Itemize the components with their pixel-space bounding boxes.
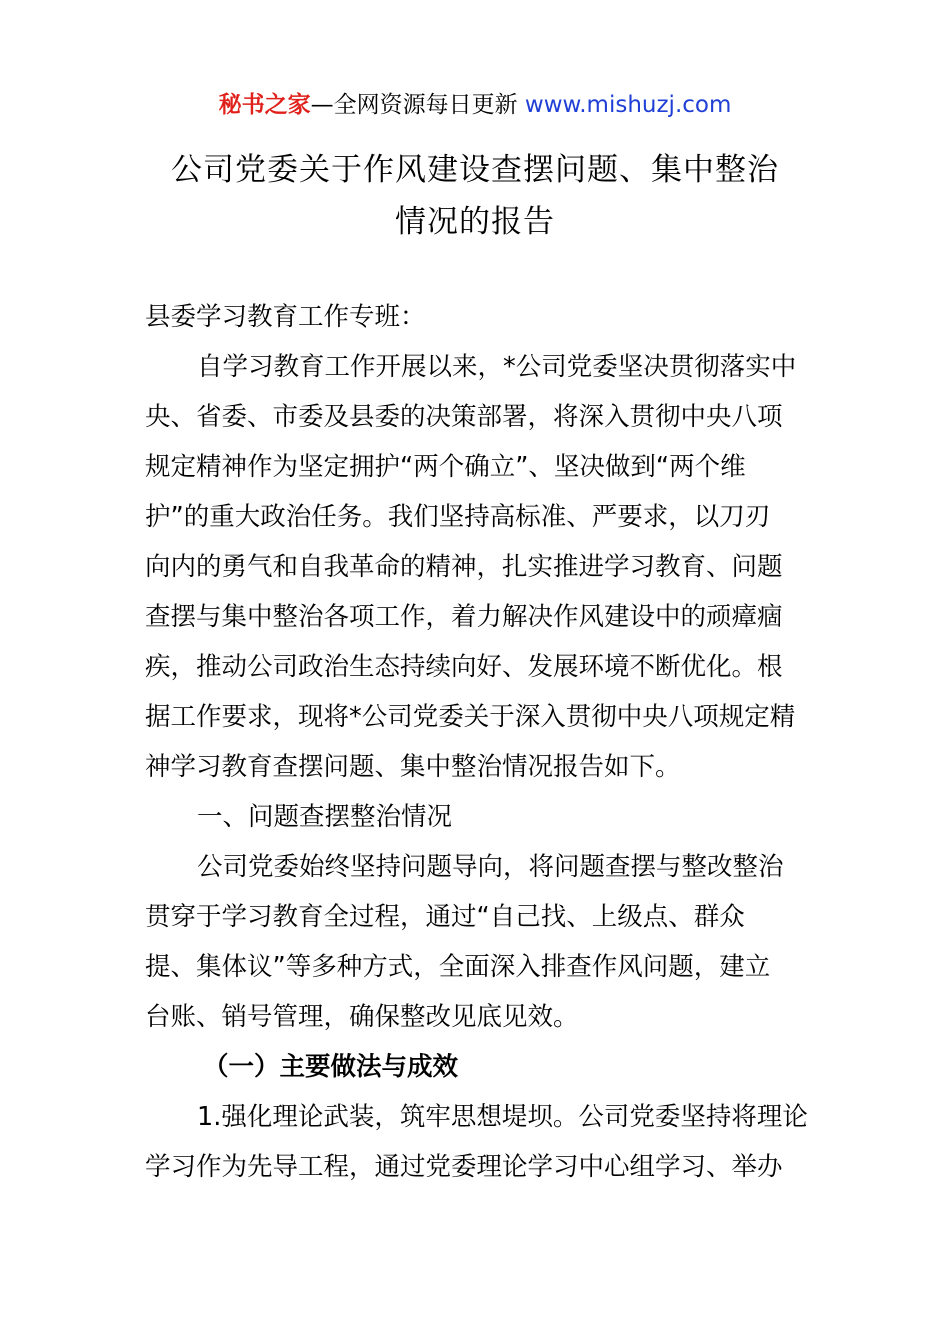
paragraph-line: 护”的重大政治任务。我们坚持高标准、严要求，以刀刃 [145,502,771,532]
salutation: 县委学习教育工作专班： [145,302,426,332]
header-url-link[interactable]: www.mishuzj.com [524,92,732,118]
title-line-2: 情况的报告 [395,204,555,240]
document-body [145,292,810,1192]
paragraph-line: 向内的勇气和自我革命的精神，扎实推进学习教育、问题 [145,552,783,582]
subsection-heading: （一）主要做法与成效 [203,1052,459,1082]
paragraph-line: 公司党委始终坚持问题导向，将问题查摆与整改整治 [197,852,784,882]
paragraph-line: 神学习教育查摆问题、集中整治情况报告如下。 [145,752,681,782]
header-tagline: —全网资源每日更新 [310,92,525,118]
watermark-header [0,88,950,122]
paragraph-line: 央、省委、市委及县委的决策部署，将深入贯彻中央八项 [145,402,783,432]
paragraph-line: 台账、销号管理，确保整改见底见效。 [145,1002,579,1032]
paragraph-line: 疾，推动公司政治生态持续向好、发展环境不断优化。根 [145,652,783,682]
paragraph-line: 据工作要求，现将*公司党委关于深入贯彻中央八项规定精 [145,702,796,732]
paragraph-line: 提、集体议”等多种方式，全面深入排查作风问题，建立 [145,952,771,982]
paragraph-line: 1.强化理论武装，筑牢思想堤坝。公司党委坚持将理论 [197,1102,808,1132]
header-brand: 秘书之家 [218,92,311,118]
paragraph-line: 规定精神作为坚定拥护“两个确立”、坚决做到“两个维 [145,452,746,482]
paragraph-line: 学习作为先导工程，通过党委理论学习中心组学习、举办 [145,1152,783,1182]
document-title [0,144,950,248]
section-heading: 一、问题查摆整治情况 [197,802,453,832]
paragraph-line: 贯穿于学习教育全过程，通过“自己找、上级点、群众 [145,902,745,932]
paragraph-line: 查摆与集中整治各项工作，着力解决作风建设中的顽瘴痼 [145,602,783,632]
title-line-1: 公司党委关于作风建设查摆问题、集中整治 [171,152,779,188]
paragraph-line: 自学习教育工作开展以来，*公司党委坚决贯彻落实中 [197,352,797,382]
